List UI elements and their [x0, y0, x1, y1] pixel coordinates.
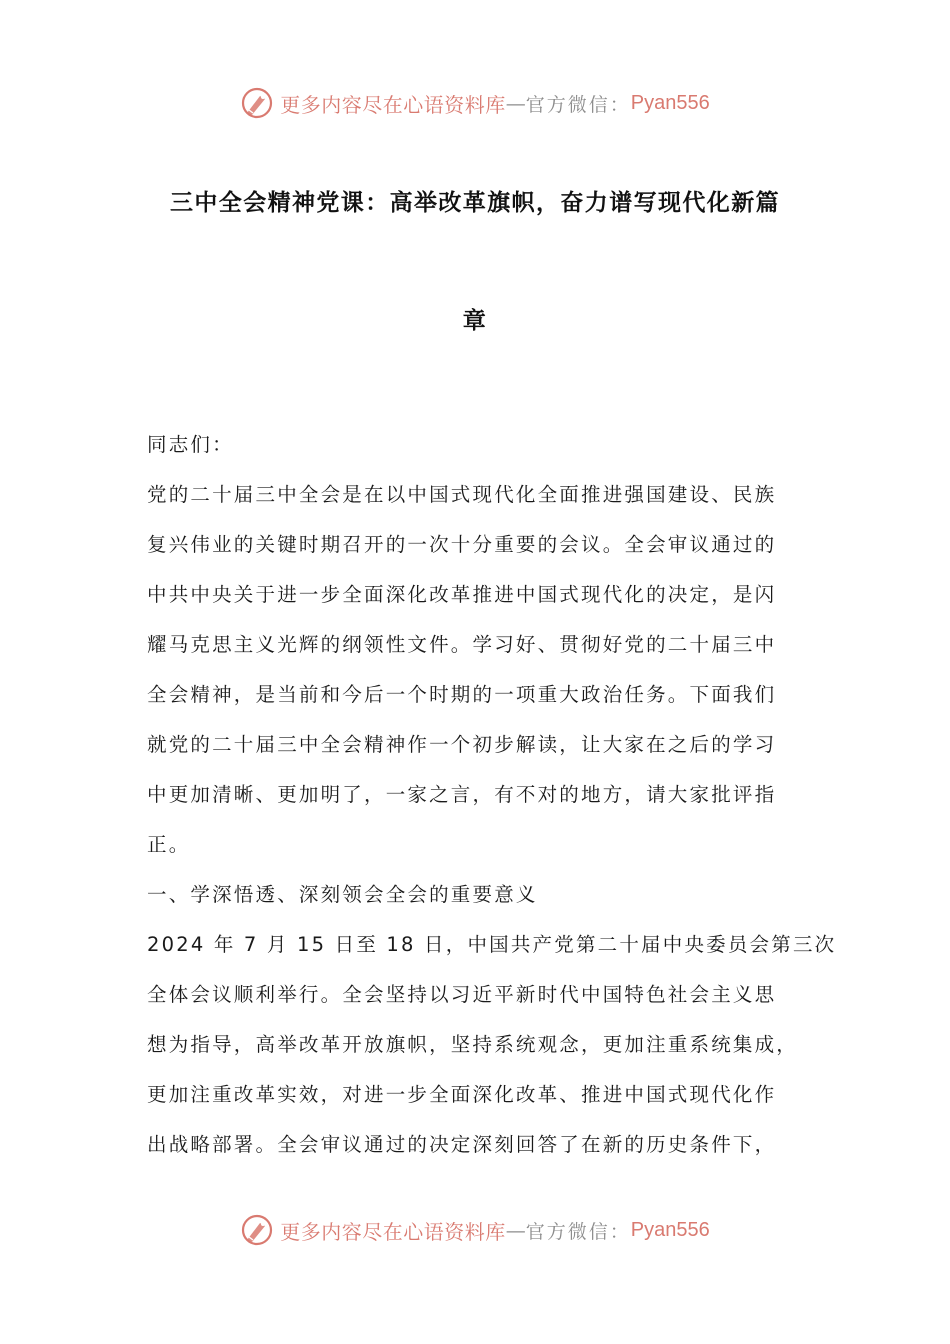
- banner-main-text: 更多内容尽在心语资料库: [280, 92, 506, 117]
- pen-nib-logo-icon: [240, 1213, 274, 1247]
- paragraph-line: 就党的二十届三中全会精神作一个初步解读，让大家在之后的学习: [147, 733, 777, 756]
- paragraph-line: 中共中央关于进一步全面深化改革推进中国式现代化的决定，是闪: [147, 583, 777, 606]
- footer-banner: [0, 1210, 950, 1250]
- paragraph-line: 耀马克思主义光辉的纲领性文件。学习好、贯彻好党的二十届三中: [147, 633, 777, 656]
- banner-wechat-id: Pyan556: [630, 91, 710, 114]
- section-heading-1: 一、学深悟透、深刻领会全会的重要意义: [147, 883, 538, 906]
- document-body: [147, 420, 837, 1170]
- paragraph-line: 党的二十届三中全会是在以中国式现代化全面推进强国建设、民族: [147, 483, 777, 506]
- banner-main-text: 更多内容尽在心语资料库: [280, 1219, 506, 1244]
- paragraph-line: 更加注重改革实效，对进一步全面深化改革、推进中国式现代化作: [147, 1083, 777, 1106]
- paragraph-line: 想为指导，高举改革开放旗帜，坚持系统观念，更加注重系统集成，: [147, 1033, 799, 1056]
- banner-wechat-label: 官方微信：: [525, 1220, 631, 1243]
- paragraph-line: 全体会议顺利举行。全会坚持以习近平新时代中国特色社会主义思: [147, 983, 777, 1006]
- pen-nib-logo-icon: [240, 86, 274, 120]
- header-banner: [0, 83, 950, 123]
- paragraph-line: 2024 年 7 月 15 日至 18 日，中国共产党第二十届中央委员会第三次: [147, 933, 837, 956]
- banner-wechat-label: 官方微信：: [525, 93, 631, 116]
- greeting: 同志们：: [147, 433, 234, 456]
- paragraph-2: [147, 920, 837, 1170]
- paragraph-line: 复兴伟业的关键时期召开的一次十分重要的会议。全会审议通过的: [147, 533, 777, 556]
- paragraph-line: 出战略部署。全会审议通过的决定深刻回答了在新的历史条件下，: [147, 1133, 777, 1156]
- paragraph-1: [147, 470, 817, 870]
- banner-separator: —: [505, 1218, 526, 1242]
- document-title-line2: 章: [462, 308, 488, 334]
- banner-wechat-id: Pyan556: [630, 1218, 710, 1241]
- paragraph-line: 中更加清晰、更加明了，一家之言，有不对的地方，请大家批评指: [147, 783, 777, 806]
- document-title-line1: 三中全会精神党课：高举改革旗帜，奋力谱写现代化新篇: [170, 190, 780, 216]
- paragraph-line: 正。: [147, 833, 191, 856]
- paragraph-line: 全会精神，是当前和今后一个时期的一项重大政治任务。下面我们: [147, 683, 777, 706]
- banner-separator: —: [505, 91, 526, 115]
